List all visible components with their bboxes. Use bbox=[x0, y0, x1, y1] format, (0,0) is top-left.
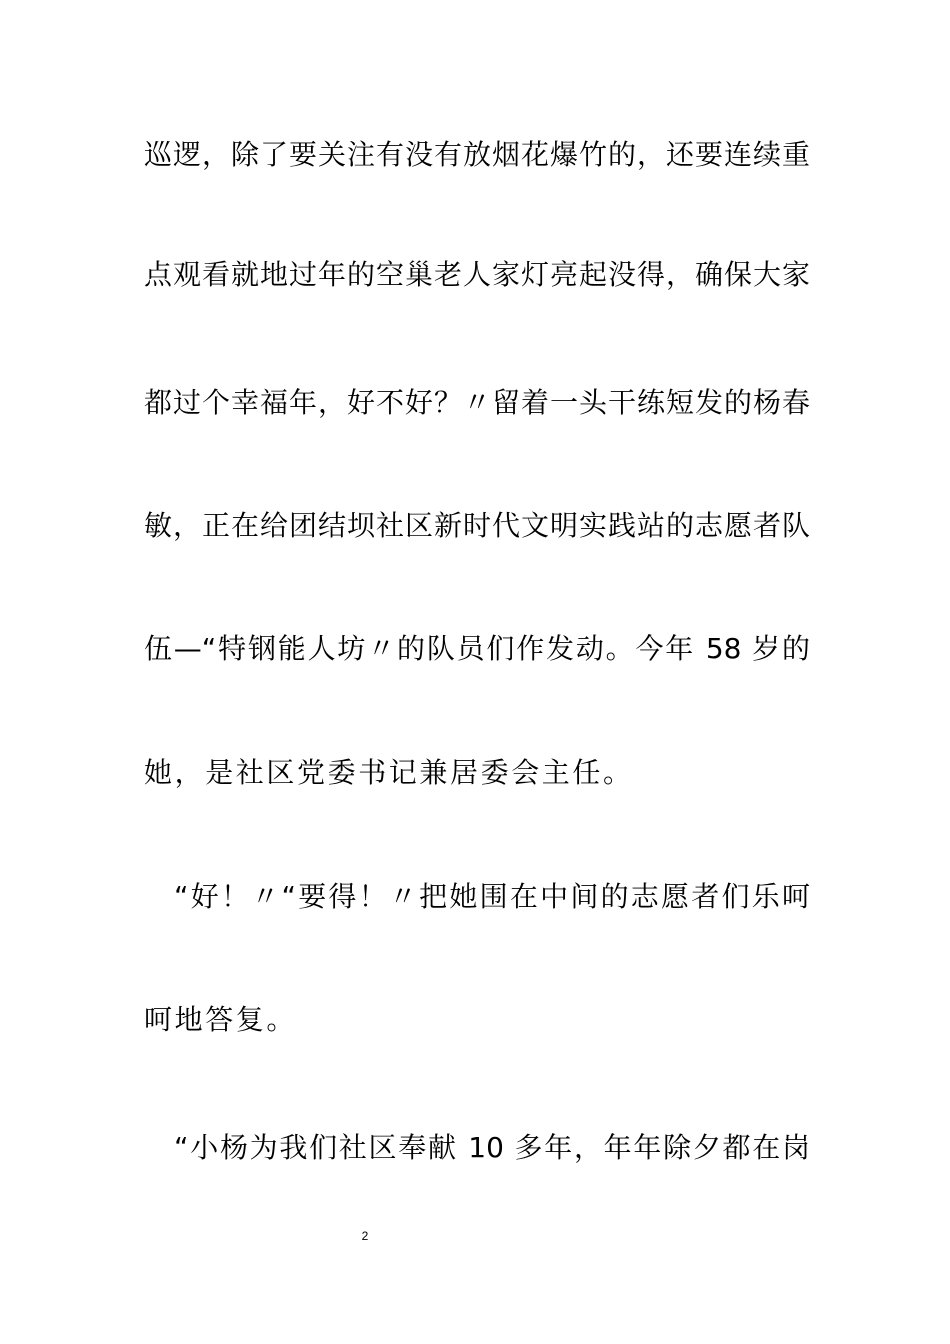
body-text-line: 呵地答复。 bbox=[144, 1003, 298, 1036]
body-text-line: 伍—“特钢能人坊〃的队员们作发动。今年 58 岁的 bbox=[144, 632, 810, 665]
body-text-line: 她，是社区党委书记兼居委会主任。 bbox=[144, 756, 634, 789]
page-number: 2 bbox=[361, 1229, 369, 1243]
body-text-line: 敏，正在给团结坝社区新时代文明实践站的志愿者队 bbox=[144, 509, 810, 542]
body-text-line: 巡逻，除了要关注有没有放烟花爆竹的，还要连续重 bbox=[144, 138, 810, 171]
body-text-line: “好！〃“要得！〃把她围在中间的志愿者们乐呵 bbox=[174, 880, 810, 913]
body-text-line: “小杨为我们社区奉献 10 多年，年年除夕都在岗 bbox=[174, 1131, 810, 1164]
body-text-line: 点观看就地过年的空巢老人家灯亮起没得，确保大家 bbox=[144, 258, 810, 291]
body-text-line: 都过个幸福年，好不好？〃留着一头干练短发的杨春 bbox=[144, 386, 810, 419]
